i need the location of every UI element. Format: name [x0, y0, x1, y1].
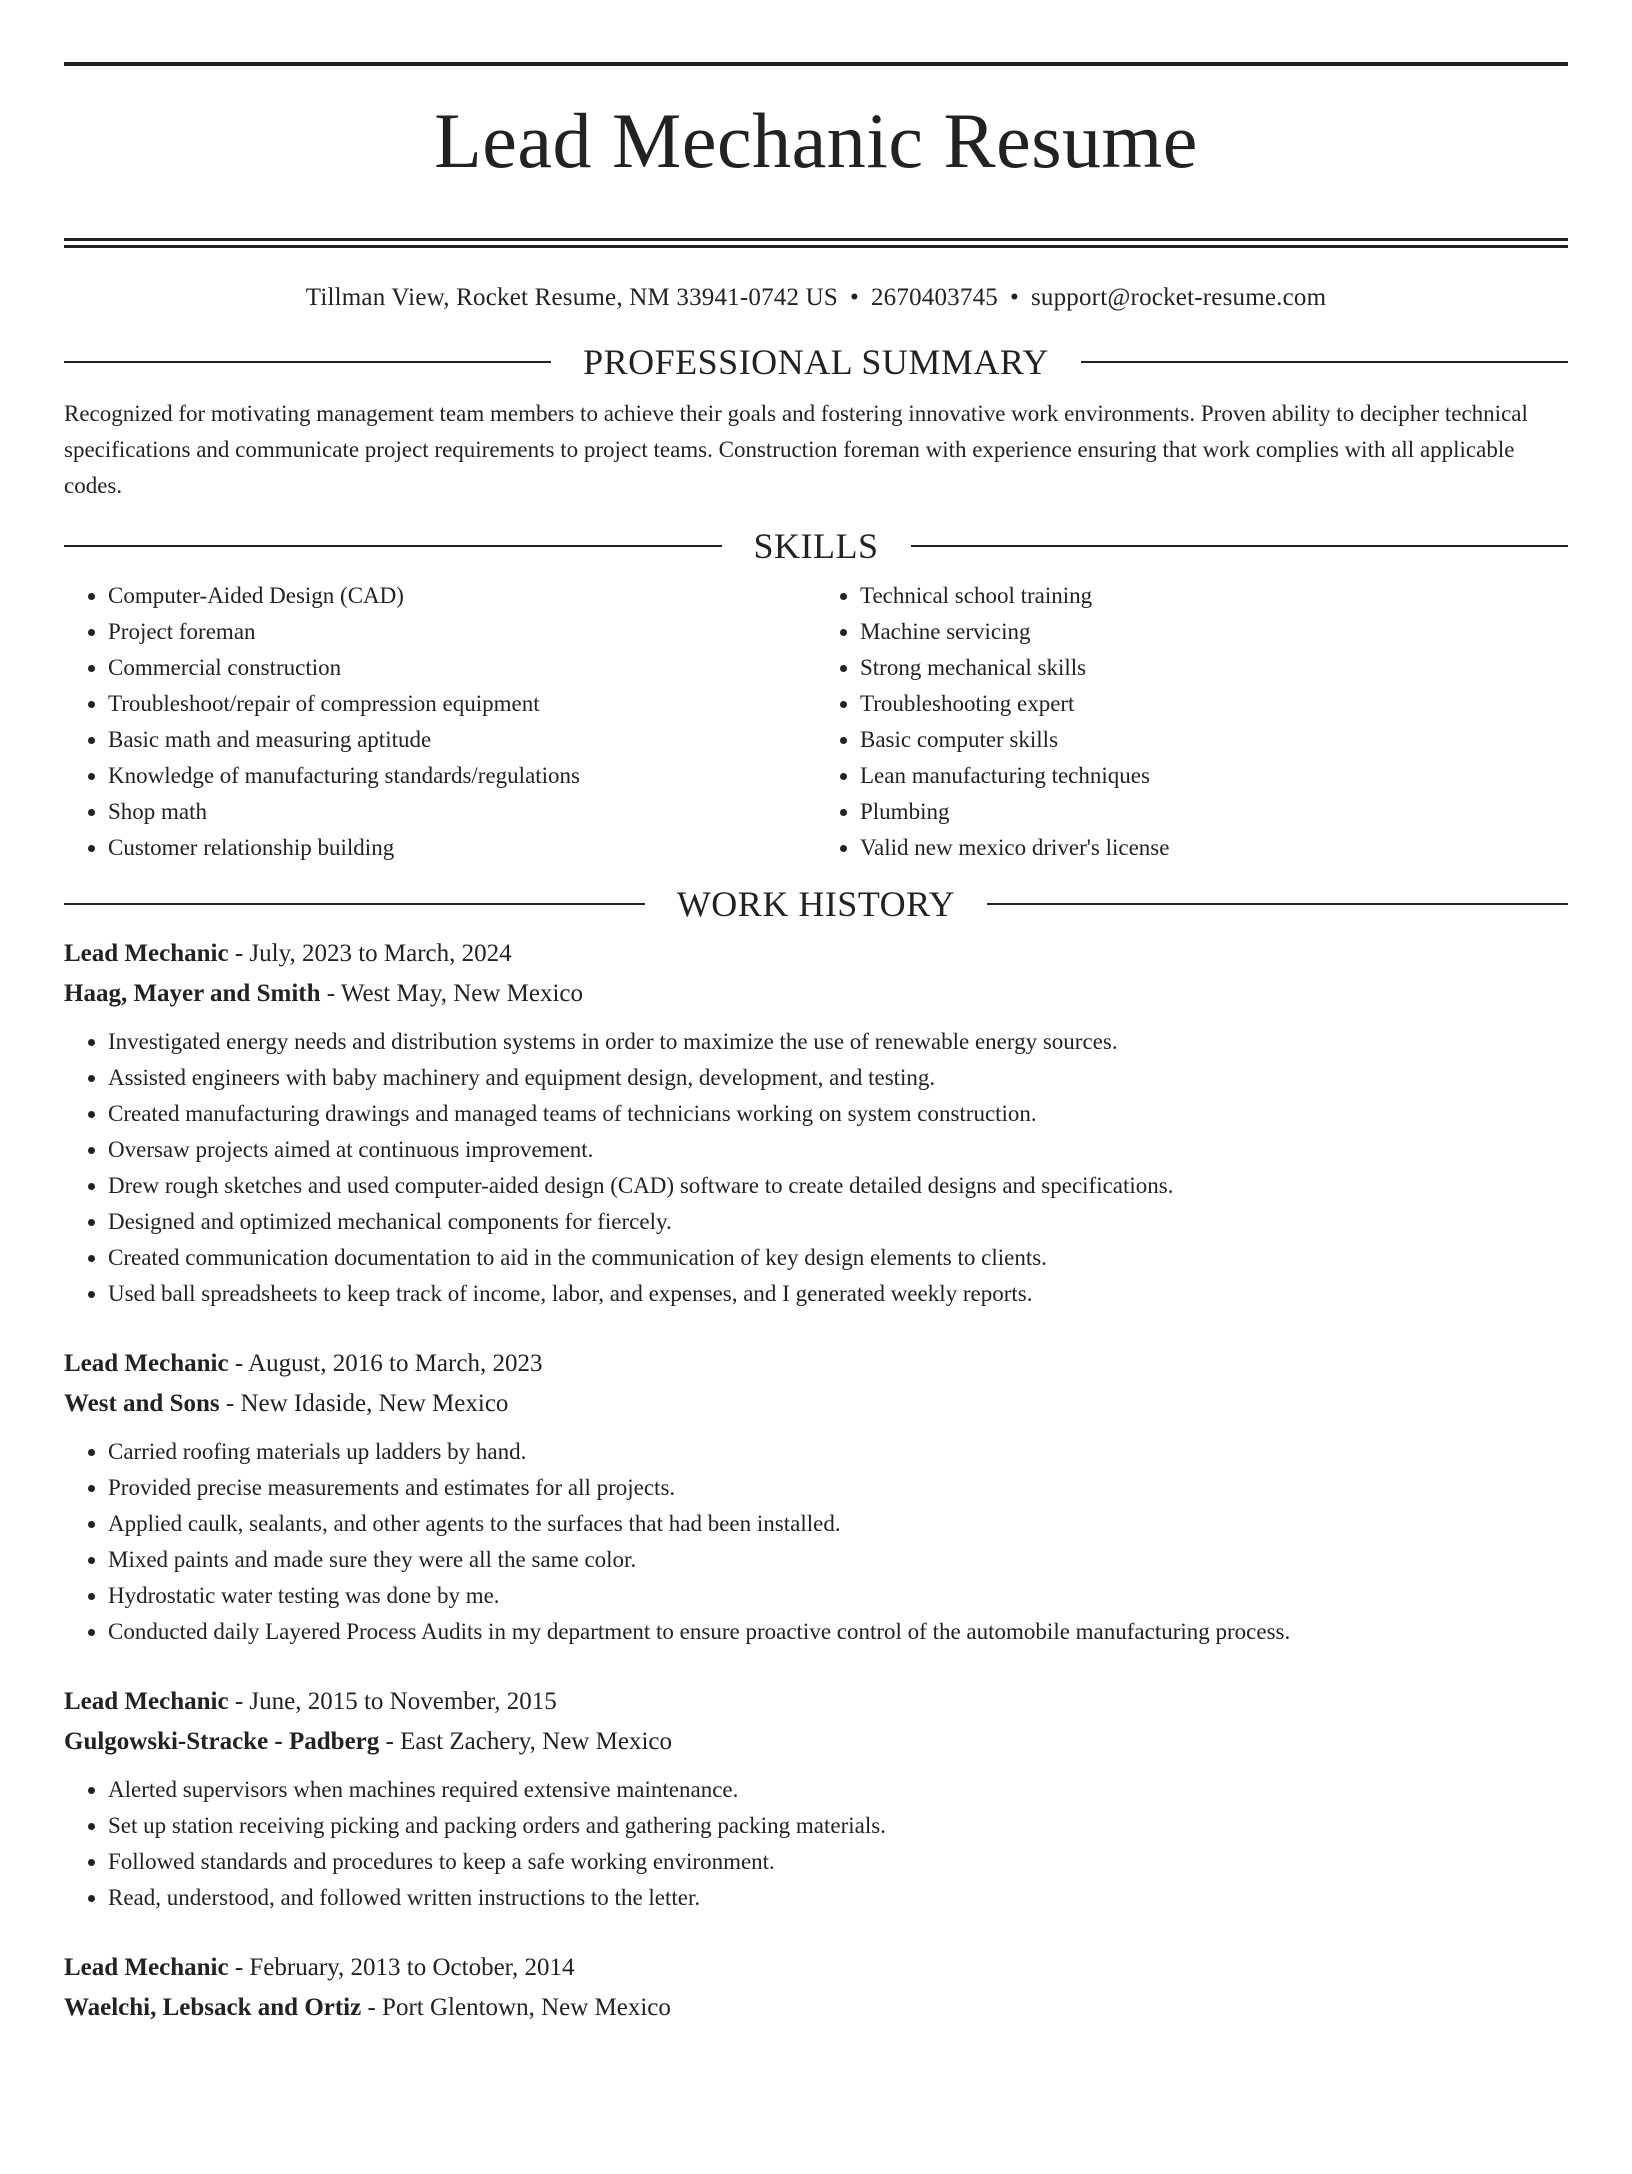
skills-column-left: [64, 578, 816, 866]
job-bullets: [64, 1772, 1568, 1916]
contact-separator: •: [850, 284, 859, 311]
skill-item: • Shop math: [108, 794, 816, 830]
contact-email[interactable]: support@rocket-resume.com: [1030, 284, 1327, 311]
job-title-line: [64, 1948, 1568, 1988]
skill-item: • Valid new mexico driver's license: [860, 830, 1568, 866]
job-title: Lead Mechanic: [64, 1350, 229, 1377]
job-bullet: • Set up station receiving picking and packing orders and gathering packing materials.: [108, 1808, 1568, 1844]
job-bullet: • Investigated energy needs and distribution systems in order to maximize the use of renewable energy sources.: [108, 1024, 1568, 1060]
job-entry: [64, 1344, 1568, 1650]
job-bullet: • Drew rough sketches and used computer-aided design (CAD) software to create detailed designs and specifications.: [108, 1168, 1568, 1204]
job-title: Lead Mechanic: [64, 940, 229, 967]
skill-item: • Troubleshooting expert: [860, 686, 1568, 722]
skill-item: • Knowledge of manufacturing standards/regulations: [108, 758, 816, 794]
job-bullet: • Assisted engineers with baby machinery and equipment design, development, and testing.: [108, 1060, 1568, 1096]
job-dates: - July, 2023 to March, 2024: [228, 940, 512, 967]
job-bullet: • Designed and optimized mechanical components for fiercely.: [108, 1204, 1568, 1240]
contact-line: [64, 284, 1568, 316]
job-title-line: [64, 934, 1568, 974]
job-bullet: • Followed standards and procedures to keep a safe working environment.: [108, 1844, 1568, 1880]
job-bullet: • Conducted daily Layered Process Audits in my department to ensure proactive control of the automobile manufacturing process.: [108, 1614, 1568, 1650]
skill-item: • Plumbing: [860, 794, 1568, 830]
job-bullet: • Mixed paints and made sure they were all the same color.: [108, 1542, 1568, 1578]
skill-item: • Basic math and measuring aptitude: [108, 722, 816, 758]
header-rule-right: [1081, 361, 1568, 363]
job-bullet: • Oversaw projects aimed at continuous improvement.: [108, 1132, 1568, 1168]
job-entry: [64, 934, 1568, 1312]
contact-separator: •: [1009, 284, 1019, 311]
job-bullet: • Provided precise measurements and estimates for all projects.: [108, 1470, 1568, 1506]
summary-heading: PROFESSIONAL SUMMARY: [583, 342, 1049, 382]
skills-heading: SKILLS: [753, 526, 879, 566]
job-dates: - June, 2015 to November, 2015: [228, 1688, 557, 1715]
skills-section-header: [64, 526, 1568, 566]
header-rule-right: [987, 903, 1568, 905]
job-title-line: [64, 1344, 1568, 1384]
header-rule-left: [64, 361, 551, 363]
header-rule-left: [64, 545, 722, 547]
job-bullet: • Hydrostatic water testing was done by me.: [108, 1578, 1568, 1614]
skill-item: • Computer-Aided Design (CAD): [108, 578, 816, 614]
job-bullet: • Read, understood, and followed written instructions to the letter.: [108, 1880, 1568, 1916]
skill-item: • Project foreman: [108, 614, 816, 650]
work-heading: WORK HISTORY: [676, 884, 956, 924]
job-bullet: • Created manufacturing drawings and managed teams of technicians working on system construction.: [108, 1096, 1568, 1132]
work-section-header: [64, 884, 1568, 924]
job-bullet: • Created communication documentation to aid in the communication of key design elements to clients.: [108, 1240, 1568, 1276]
job-location: - East Zachery, New Mexico: [379, 1728, 672, 1755]
job-entry: [64, 1682, 1568, 1916]
job-bullets: [64, 1024, 1568, 1312]
skill-item: • Commercial construction: [108, 650, 816, 686]
skills-column-right: [816, 578, 1568, 866]
summary-section-header: [64, 342, 1568, 382]
summary-text: Recognized for motivating management team members to achieve their goals and fostering innovative work environments. Proven ability to decipher technical specifications and communicate project requirements to project teams. Construction foreman with experience ensuring that work complies with all applicable codes.: [64, 401, 1528, 498]
job-company: Waelchi, Lebsack and Ortiz: [64, 1994, 362, 2021]
skills-list: [64, 578, 1568, 866]
contact-address: Tillman View, Rocket Resume, NM 33941-0742 US: [305, 284, 839, 311]
skill-item: • Lean manufacturing techniques: [860, 758, 1568, 794]
header-rule-right: [911, 545, 1569, 547]
job-company: Haag, Mayer and Smith: [64, 980, 321, 1007]
skill-item: • Technical school training: [860, 578, 1568, 614]
job-company-line: [64, 1722, 1568, 1762]
skill-item: • Troubleshoot/repair of compression equipment: [108, 686, 816, 722]
job-bullet: • Applied caulk, sealants, and other agents to the surfaces that had been installed.: [108, 1506, 1568, 1542]
job-location: - New Idaside, New Mexico: [219, 1390, 509, 1417]
contact-phone: 2670403745: [870, 284, 998, 311]
job-location: - Port Glentown, New Mexico: [361, 1994, 671, 2021]
job-company: Gulgowski-Stracke - Padberg: [64, 1728, 380, 1755]
job-bullets: [64, 1434, 1568, 1650]
job-bullet: • Alerted supervisors when machines required extensive maintenance.: [108, 1772, 1568, 1808]
skill-item: • Strong mechanical skills: [860, 650, 1568, 686]
job-title: Lead Mechanic: [64, 1688, 229, 1715]
job-dates: - August, 2016 to March, 2023: [228, 1350, 543, 1377]
job-location: - West May, New Mexico: [320, 980, 584, 1007]
work-history-list: [64, 934, 1568, 2028]
job-entry: [64, 1948, 1568, 2028]
job-company-line: [64, 974, 1568, 1014]
title-double-rule: [64, 238, 1568, 248]
job-bullet: • Used ball spreadsheets to keep track of income, labor, and expenses, and I generated weekly reports.: [108, 1276, 1568, 1312]
resume-page: [0, 62, 1632, 2174]
job-title-line: [64, 1682, 1568, 1722]
job-company-line: [64, 1384, 1568, 1424]
skill-item: • Basic computer skills: [860, 722, 1568, 758]
skill-item: • Machine servicing: [860, 614, 1568, 650]
job-company-line: [64, 1988, 1568, 2028]
job-dates: - February, 2013 to October, 2014: [228, 1954, 575, 1981]
job-title: Lead Mechanic: [64, 1954, 229, 1981]
page-title: Lead Mechanic Resume: [434, 97, 1198, 184]
header-rule-left: [64, 903, 645, 905]
job-bullet: • Carried roofing materials up ladders by hand.: [108, 1434, 1568, 1470]
skill-item: • Customer relationship building: [108, 830, 816, 866]
job-company: West and Sons: [64, 1390, 220, 1417]
